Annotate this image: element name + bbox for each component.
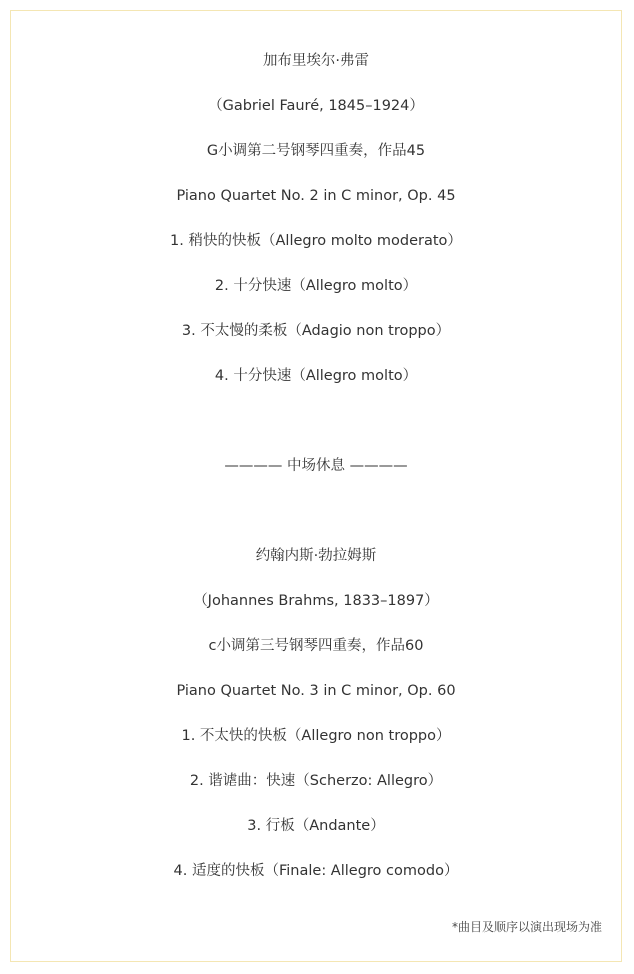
work-title-cn-brahms: c小调第三号钢琴四重奏，作品60 — [208, 638, 424, 654]
composer-name-cn-brahms: 约翰内斯·勃拉姆斯 — [255, 548, 377, 564]
work-title-en-brahms: Piano Quartet No. 3 in C minor, Op. 60 — [176, 683, 456, 699]
composer-name-cn-faure: 加布里埃尔·弗雷 — [262, 53, 370, 69]
program-footnote: *曲目及顺序以演出现场为准 — [451, 920, 602, 934]
intermission-divider: ———— 中场休息 ———— — [224, 458, 408, 474]
movement-item: 2. 十分快速（Allegro molto） — [214, 278, 418, 294]
composer-name-en-faure: （Gabriel Fauré, 1845–1924） — [208, 98, 424, 114]
work-title-en-faure: Piano Quartet No. 2 in C minor, Op. 45 — [176, 188, 456, 204]
movement-item: 1. 不太快的快板（Allegro non troppo） — [181, 728, 451, 744]
movement-item: 2. 谐谑曲：快速（Scherzo: Allegro） — [189, 773, 443, 789]
movement-item: 3. 行板（Andante） — [247, 818, 385, 834]
movement-item: 4. 适度的快板（Finale: Allegro comodo） — [173, 863, 459, 879]
composer-name-en-brahms: （Johannes Brahms, 1833–1897） — [193, 593, 439, 609]
movement-item: 3. 不太慢的柔板（Adagio non troppo） — [181, 323, 451, 339]
work-title-cn-faure: G小调第二号钢琴四重奏，作品45 — [206, 143, 426, 159]
movement-item: 1. 稍快的快板（Allegro molto moderato） — [170, 233, 462, 249]
movement-item: 4. 十分快速（Allegro molto） — [214, 368, 418, 384]
